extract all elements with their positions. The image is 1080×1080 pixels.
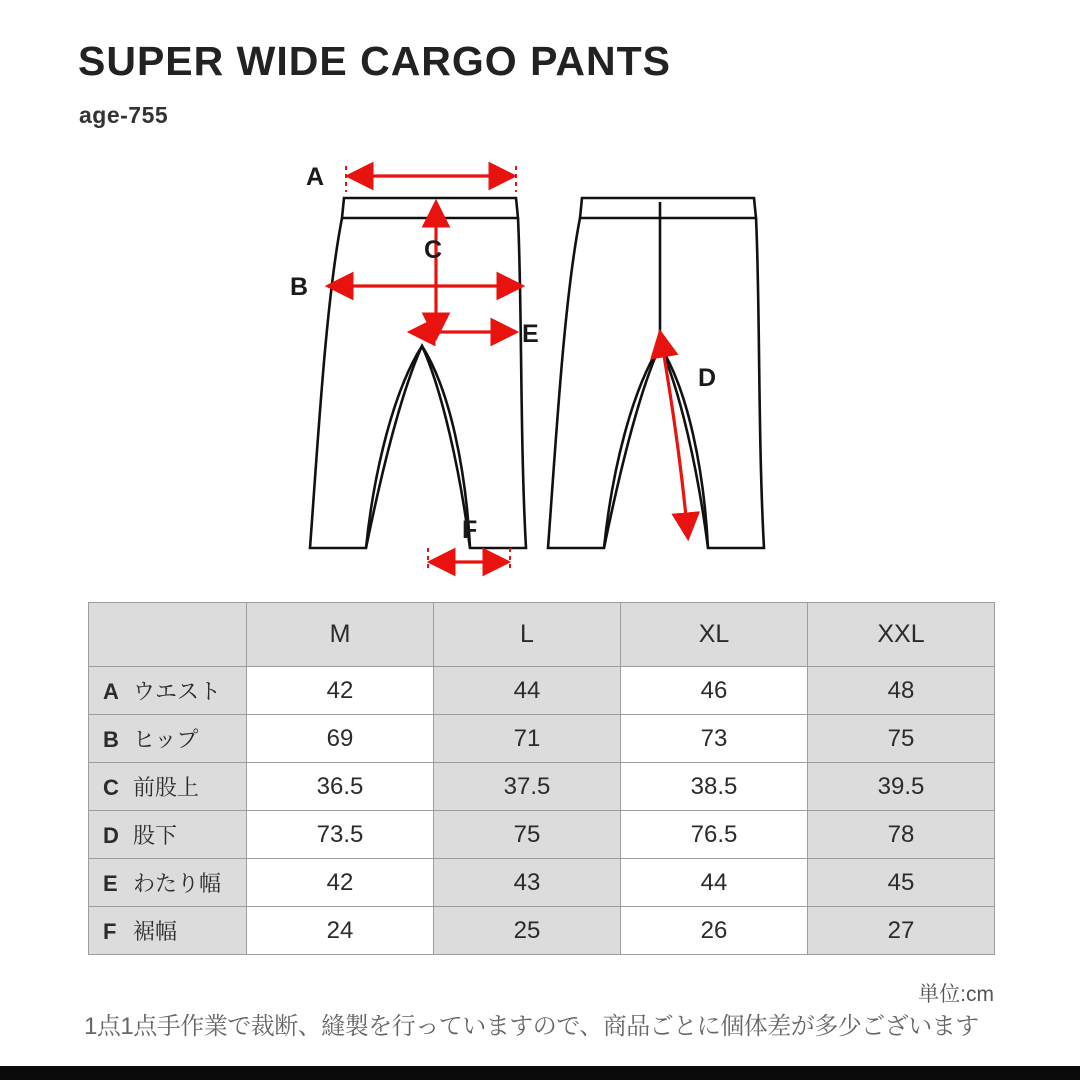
row-code: F [103, 919, 117, 944]
label-c: C [424, 236, 443, 264]
cell-hip-xxl: 75 [808, 715, 995, 763]
cell-inseam-xl: 76.5 [621, 811, 808, 859]
row-header-inseam [89, 811, 247, 859]
cell-inseam-l: 75 [434, 811, 621, 859]
cell-hem-xl: 26 [621, 907, 808, 955]
row-header-waist [89, 667, 247, 715]
cell-hip-l: 71 [434, 715, 621, 763]
cell-front-rise-m: 36.5 [247, 763, 434, 811]
row-code: B [103, 727, 119, 752]
column-header-m: M [247, 603, 434, 667]
row-code: A [103, 679, 119, 704]
table-corner-cell [89, 603, 247, 667]
label-a: A [306, 163, 325, 191]
row-header-thigh [89, 859, 247, 907]
label-e: E [522, 320, 539, 348]
cell-waist-xl: 46 [621, 667, 808, 715]
table-row [89, 715, 995, 763]
cell-front-rise-l: 37.5 [434, 763, 621, 811]
product-code: age-755 [79, 102, 169, 128]
row-name: 裾幅 [133, 919, 178, 944]
row-name: わたり幅 [133, 871, 222, 896]
cell-thigh-xxl: 45 [808, 859, 995, 907]
cell-hem-xxl: 27 [808, 907, 995, 955]
column-header-xl: XL [621, 603, 808, 667]
disclaimer-note: 1点1点手作業で裁断、縫製を行っていますので、商品ごとに個体差が多少ございます [84, 1013, 979, 1040]
pants-front-outline [310, 198, 526, 548]
cell-thigh-l: 43 [434, 859, 621, 907]
measurement-diagram [270, 140, 830, 580]
table-row [89, 667, 995, 715]
cell-waist-l: 44 [434, 667, 621, 715]
cell-thigh-m: 42 [247, 859, 434, 907]
cell-inseam-xxl: 78 [808, 811, 995, 859]
row-code: E [103, 871, 118, 896]
measure-f-arrow [428, 548, 510, 572]
cell-hem-l: 25 [434, 907, 621, 955]
row-code: C [103, 775, 119, 800]
table-row [89, 763, 995, 811]
row-name: ヒップ [133, 727, 199, 752]
cell-front-rise-xl: 38.5 [621, 763, 808, 811]
cell-waist-xxl: 48 [808, 667, 995, 715]
label-f: F [462, 516, 478, 544]
row-header-hem [89, 907, 247, 955]
label-b: B [290, 273, 309, 301]
unit-note: 単位:cm [918, 983, 994, 1006]
row-header-hip [89, 715, 247, 763]
page-title: SUPER WIDE CARGO PANTS [78, 38, 671, 84]
cell-waist-m: 42 [247, 667, 434, 715]
row-name: 前股上 [133, 775, 200, 800]
cell-hip-m: 69 [247, 715, 434, 763]
cell-hip-xl: 73 [621, 715, 808, 763]
table-header-row [89, 603, 995, 667]
cell-front-rise-xxl: 39.5 [808, 763, 995, 811]
measure-d-arrow [660, 332, 688, 538]
bottom-bar [0, 1066, 1080, 1080]
column-header-l: L [434, 603, 621, 667]
table-row [89, 859, 995, 907]
row-name: 股下 [133, 823, 178, 848]
size-table [88, 602, 995, 955]
size-table-container [88, 602, 994, 955]
row-name: ウエスト [133, 679, 222, 704]
cell-thigh-xl: 44 [621, 859, 808, 907]
column-header-xxl: XXL [808, 603, 995, 667]
label-d: D [698, 364, 717, 392]
measure-a-arrow [346, 166, 516, 192]
cell-inseam-m: 73.5 [247, 811, 434, 859]
pants-back-outline [548, 198, 764, 548]
row-header-front-rise [89, 763, 247, 811]
table-row [89, 811, 995, 859]
cell-hem-m: 24 [247, 907, 434, 955]
table-row [89, 907, 995, 955]
row-code: D [103, 823, 119, 848]
